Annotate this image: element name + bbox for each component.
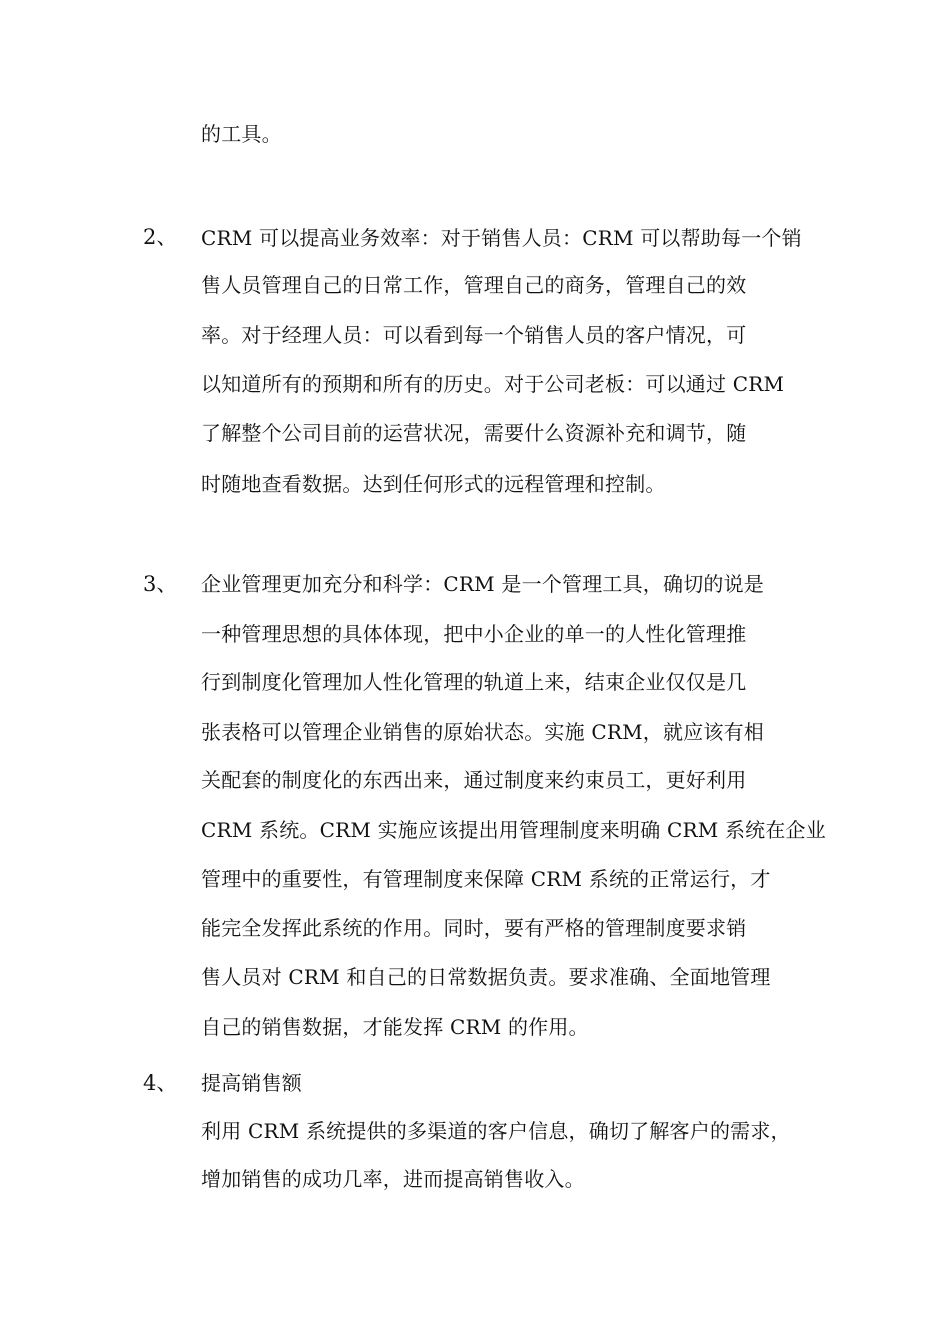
section-3-line: 自己的销售数据，才能发挥 CRM 的作用。 xyxy=(201,1015,589,1039)
section-4-heading: 提高销售额 xyxy=(201,1071,302,1095)
section-2-line: 以知道所有的预期和所有的历史。对于公司老板：可以通过 CRM xyxy=(201,372,785,396)
section-3-line: 能完全发挥此系统的作用。同时，要有严格的管理制度要求销 xyxy=(201,916,747,940)
section-3-line: 行到制度化管理加人性化管理的轨道上来，结束企业仅仅是几 xyxy=(201,670,747,694)
section-2-line: CRM 可以提高业务效率：对于销售人员：CRM 可以帮助每一个销 xyxy=(201,226,802,250)
section-3-line: 管理中的重要性，有管理制度来保障 CRM 系统的正常运行，才 xyxy=(201,867,771,891)
section-3-line: 张表格可以管理企业销售的原始状态。实施 CRM，就应该有相 xyxy=(201,720,764,744)
intro-line: 的工具。 xyxy=(201,122,282,146)
section-4-line: 增加销售的成功几率，进而提高销售收入。 xyxy=(201,1167,585,1191)
section-number: 3、 xyxy=(143,572,178,596)
section-3-line: 一种管理思想的具体体现，把中小企业的单一的人性化管理推 xyxy=(201,622,747,646)
section-2-line: 时随地查看数据。达到任何形式的远程管理和控制。 xyxy=(201,472,666,496)
section-2-line: 售人员管理自己的日常工作，管理自己的商务，管理自己的效 xyxy=(201,273,747,297)
section-3-line: 企业管理更加充分和科学：CRM 是一个管理工具，确切的说是 xyxy=(201,572,764,596)
section-3-line: CRM 系统。CRM 实施应该提出用管理制度来明确 CRM 系统在企业 xyxy=(201,818,826,842)
section-2-line: 了解整个公司目前的运营状况，需要什么资源补充和调节，随 xyxy=(201,421,747,445)
section-number: 4、 xyxy=(143,1071,178,1095)
section-3-line: 关配套的制度化的东西出来，通过制度来约束员工，更好利用 xyxy=(201,768,747,792)
section-number: 2、 xyxy=(143,225,178,249)
section-3-line: 售人员对 CRM 和自己的日常数据负责。要求准确、全面地管理 xyxy=(201,965,771,989)
section-2-line: 率。对于经理人员：可以看到每一个销售人员的客户情况，可 xyxy=(201,323,747,347)
section-4-line: 利用 CRM 系统提供的多渠道的客户信息，确切了解客户的需求， xyxy=(201,1119,791,1143)
